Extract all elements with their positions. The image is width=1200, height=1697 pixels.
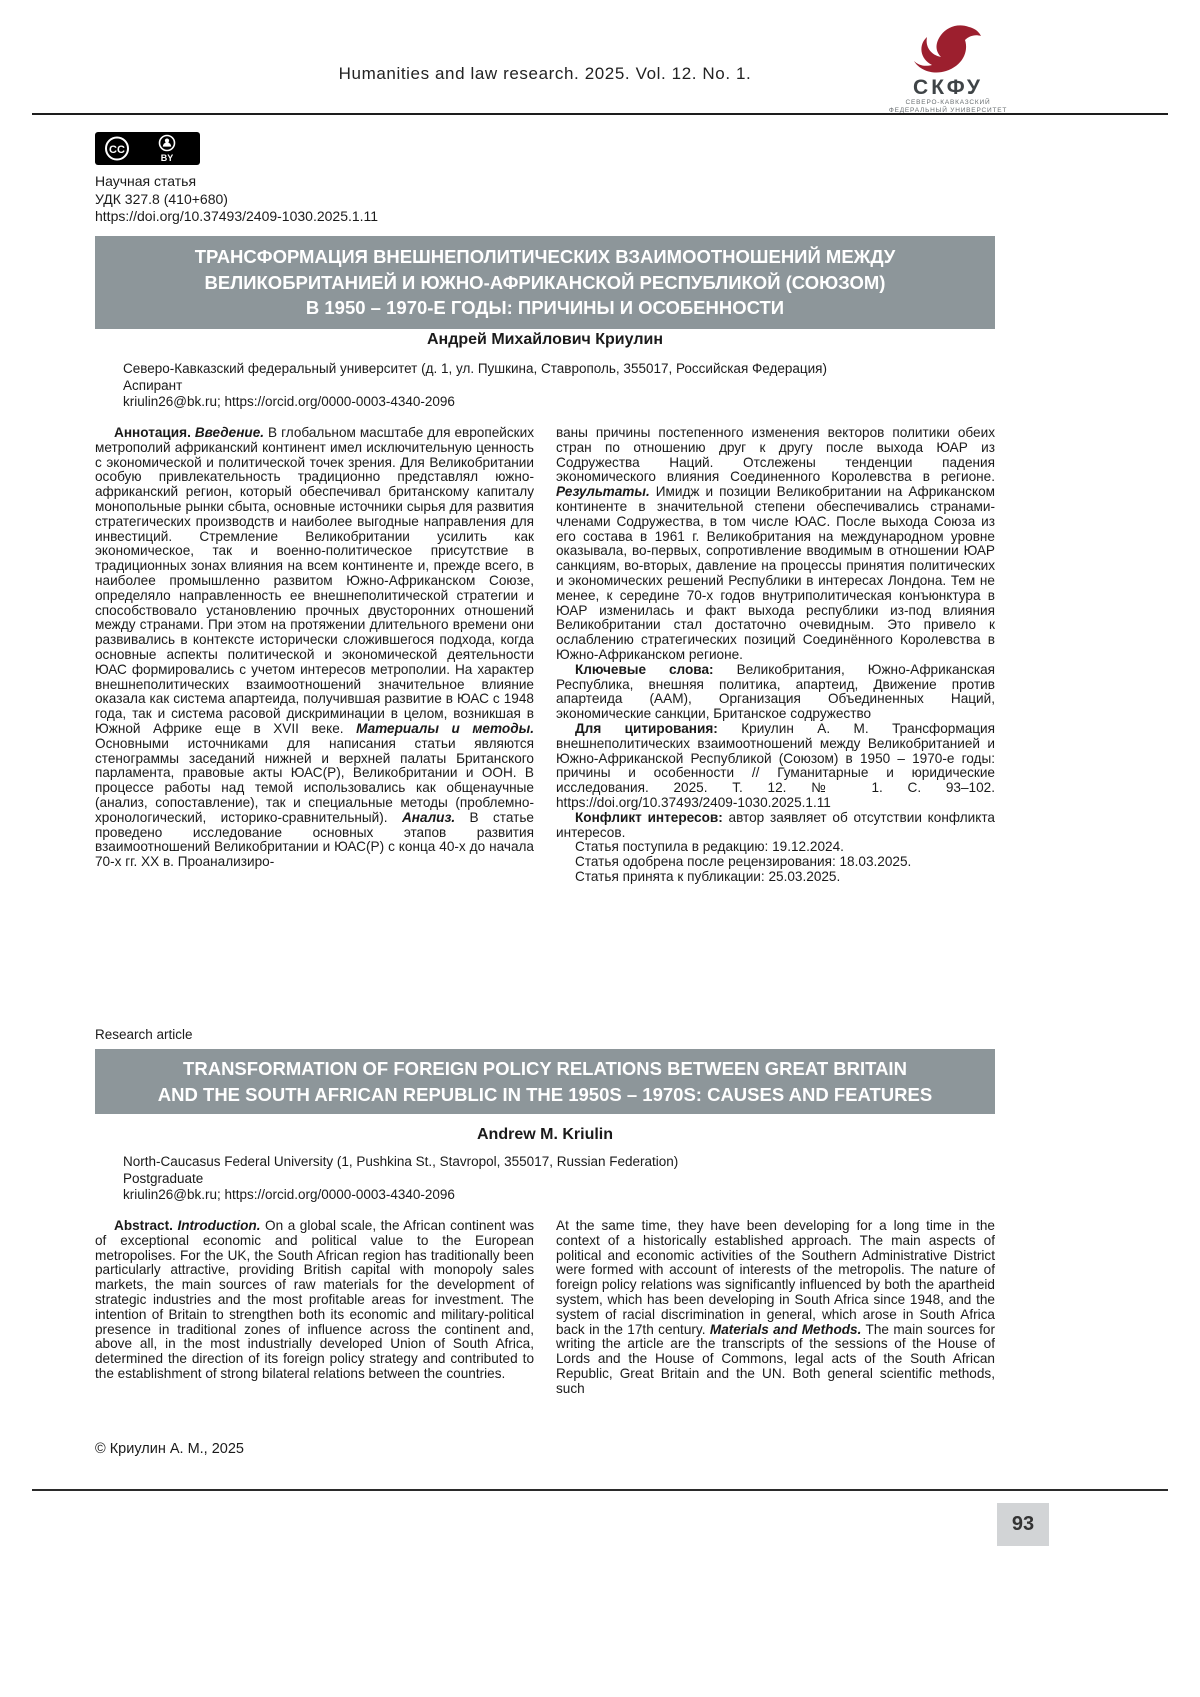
svg-text:BY: BY: [160, 153, 174, 163]
affiliation-ru: [123, 361, 983, 411]
article-meta: [95, 173, 378, 226]
article-title-ru: ТРАНСФОРМАЦИЯ ВНЕШНЕПОЛИТИЧЕСКИХ ВЗАИМООТНОШЕНИЙ МЕЖДУ ВЕЛИКОБРИТАНИЕЙ И ЮЖНО-АФРИКАНСКОЙ РЕСПУБЛИКОЙ (СОЮЗОМ) В 1950 – 1970-Е ГОДЫ: ПРИЧИНЫ И ОСОБЕННОСТИ: [95, 236, 995, 329]
page-number: 93: [997, 1503, 1049, 1546]
affiliation-en: [123, 1154, 983, 1204]
affiliation-position-ru: Аспирант: [123, 377, 183, 393]
author-contacts-en[interactable]: kriulin26@bk.ru; https://orcid.org/0000-0003-4340-2096: [123, 1187, 455, 1202]
paragraph: ваны причины постепенного изменения векторов политики обеих стран по отношению друг к другу после выхода ЮАР из Содружества Наций. Отслежены тенденции падения экономического влияния Соединенного Королевства в регионе. Результаты. Имидж и позиции Великобритании на Африканском континенте в значительной степени обеспечивались странами-членами Содружества, в том числе ЮАС. После выхода Союза из его состава в 1961 г. Великобритания на международном уровне оказывала, во-первых, сопротивление вводимым в отношении ЮАР санкциям, во-вторых, давление на процессы принятия политических и экономических решений Республики в интересах Лондона. Тем не менее, к середине 70-х годов внутриполитическая конъюнктура в ЮАР изменилась и факт выхода республики из-под влияния Великобритании стал достаточно очевидным. Это привело к ослаблению стратегических позиций Соединённого Королевства в Южно-Африканском регионе.: [556, 426, 995, 662]
journal-header-title: Humanities and law research. 2025. Vol. 12. No. 1.: [338, 64, 752, 83]
university-logo: [886, 22, 1010, 115]
abstract-en: [95, 1219, 995, 1443]
logo-acronym: СКФУ: [913, 76, 983, 99]
paragraph: Конфликт интересов: автор заявляет об отсутствии конфликта интересов.: [556, 809, 995, 840]
affiliation-position-en: Postgraduate: [123, 1170, 204, 1186]
author-name-en: Andrew M. Kriulin: [477, 1126, 613, 1143]
doi-link[interactable]: https://doi.org/10.37493/2409-1030.2025.1.11: [95, 208, 379, 224]
footer-divider: [32, 1489, 1168, 1491]
paragraph: Abstract. Introduction. On a global scale, the African continent was of exceptional economic and political value to the European metropolises. For the UK, the South African region has traditionally been particularly attractive, providing British capital with monopoly sales markets, the main sources of raw materials for the development of strategic industries and the most profitable areas for investment. The intention of Britain to strengthen both its economic and military-political presence in traditional zones of influence across the continent and, above all, in the most industrially developed Union of South Africa, determined the direction of its foreign policy strategy and contributed to the establishment of strong bilateral relations between the countries.: [95, 1219, 534, 1381]
affiliation-org-en: North-Caucasus Federal University (1, Pushkina St., Stavropol, 355017, Russian Federation): [123, 1154, 679, 1169]
paragraph: At the same time, they have been developing for a long time in the context of a historically established approach. The main aspects of political and economic activities of the Southern Administrative District were formed with account of interests of the metropolis. The nature of foreign policy relations was significantly influenced by both the apartheid system, which has been developing in South Africa since 1948, and the system of racial discrimination in general, which arose in South Africa back in the 17th century. Materials and Methods. The main sources for writing the article are the transcripts of the sessions of the House of Lords and the House of Commons, legal acts of the South African Republic, Great Britain and the UN. Both general scientific methods, such: [556, 1219, 995, 1396]
logo-subtitle-line1: СЕВЕРО-КАВКАЗСКИЙ: [905, 99, 991, 107]
article-type-label: Научная статья: [95, 173, 197, 189]
paragraph: Аннотация. Введение. В глобальном масштабе для европейских метрополий африканский континент имел исключительную ценность с экономической и политической точек зрения. Для Великобритании особую привлекательность традиционно представлял южно-африканский регион, который обеспечивал британскому капиталу монопольные рынки сбыта, основные источники сырья для развития стратегических производств и наиболее выгодные направления для инвестиций. Стремление Великобритании усилить как экономическое, так и военно-политическое присутствие в традиционных зонах влияния на всем континенте и, прежде всего, в наиболее промышленно развитом Южно-Африканском Союзе, определяло направленность ее внешнеполитической стратегии и способствовало установлению прочных двусторонних отношений между странами. При этом на протяжении длительного времени они развивались в контексте исторически сложившегося подхода, когда основные аспекты политической и экономической деятельности ЮАС формировались с учетом интересов метрополии. На характер внешнеполитических взаимоотношений значительное влияние оказала как система апартеида, получившая развитие в ЮАС с 1948 года, так и система расовой дискриминации в целом, возникшая в Южной Африке еще в XVII веке. Материалы и методы. Основными источниками для написания статьи являются стенограммы заседаний нижней и верхней палаты Британского парламента, правовые акты ЮАС(Р), Великобритании и ООН. В процессе работы над темой использовались как общенаучные (анализ, сопоставление), так и специальные методы (проблемно-хронологический, историко-сравнительный). Анализ. В статье проведено исследование основных этапов развития взаимоотношений Великобритании и ЮАС(Р) с конца 40-х до начала 70-х гг. XX в. Проанализиро-: [95, 426, 534, 870]
article-title-en: TRANSFORMATION OF FOREIGN POLICY RELATIONS BETWEEN GREAT BRITAIN AND THE SOUTH AFRICAN REPUBLIC IN THE 1950S – 1970S: CAUSES AND FEATURES: [95, 1049, 995, 1114]
copyright-notice: © Криулин А. М., 2025: [95, 1441, 245, 1457]
abstract-ru-right-column: [556, 426, 995, 1018]
paragraph: Статья поступила в редакцию: 19.12.2024.: [575, 839, 844, 855]
research-article-label: Research article: [95, 1027, 193, 1042]
author-name-ru: Андрей Михайлович Криулин: [427, 331, 663, 348]
paragraph: Для цитирования: Криулин А. М. Трансформация внешнеполитических взаимоотношений между Великобританией и Южно-Африканской Республикой (Союзом) в 1950 – 1970-е годы: причины и особенности // Гуманитарные и юридические исследования. 2025. Т. 12. № 1. С. 93–102. https://doi.org/10.37493/2409-1030.2025.1.11: [556, 720, 995, 810]
paragraph: Статья принята к публикации: 25.03.2025.: [575, 868, 841, 884]
author-contacts-ru[interactable]: kriulin26@bk.ru; https://orcid.org/0000-0003-4340-2096: [123, 394, 455, 409]
udc-label: УДК 327.8 (410+680): [95, 190, 228, 207]
svg-text:CC: CC: [109, 144, 125, 156]
paragraph: Статья одобрена после рецензирования: 18.03.2025.: [575, 854, 912, 870]
abstract-ru: [95, 426, 995, 1018]
header-divider: [32, 113, 1168, 115]
abstract-en-right-column: [556, 1219, 995, 1443]
paragraph: Ключевые слова: Великобритания, Южно-Африканская Республика, внешняя политика, апартеид, Движение против апартеида (ААМ), Организация Объединенных Наций, экономические санкции, Британское содружество: [556, 661, 995, 722]
skfu-bird-icon: [909, 22, 987, 76]
abstract-en-left-column: [95, 1219, 534, 1443]
logo-subtitle-line2: ФЕДЕРАЛЬНЫЙ УНИВЕРСИТЕТ: [888, 106, 1008, 114]
cc-by-license-badge: [95, 132, 200, 170]
cc-by-icon: [95, 132, 200, 165]
abstract-ru-left-column: [95, 426, 534, 1018]
affiliation-org-ru: Северо-Кавказский федеральный университет (д. 1, ул. Пушкина, Ставрополь, 355017, Российская Федерация): [123, 361, 827, 376]
